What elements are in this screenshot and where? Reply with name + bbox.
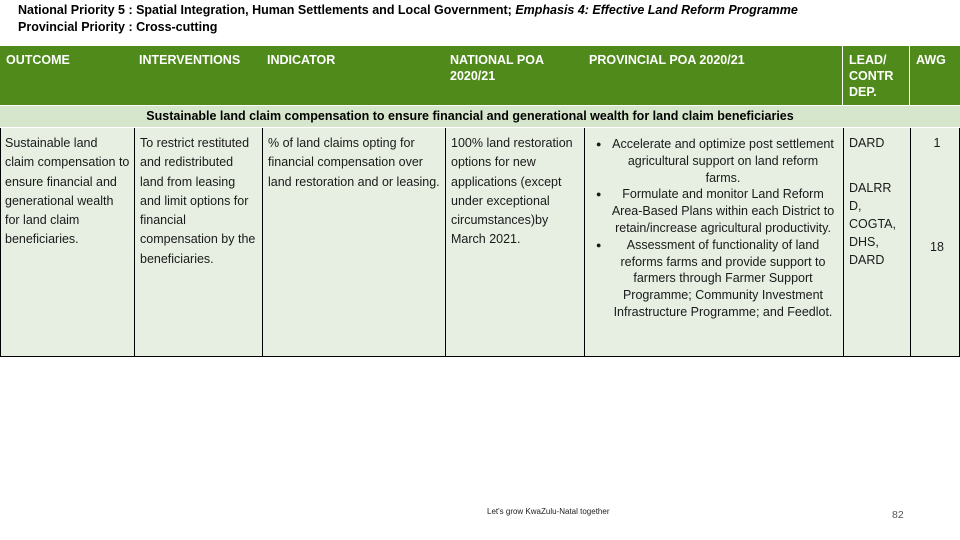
list-item: ● Accelerate and optimize post settlement agricultural support on land reform farms. [596,137,834,185]
section-title: Sustainable land claim compensation to ensure financial and generational wealth for land claim beneficiaries [146,109,794,123]
awg-value-1: 1 [933,136,941,150]
column-header-provincial-poa: PROVINCIAL POA 2020/21 [589,53,745,67]
poa-action-1: Accelerate and optimize post settlement agricultural support on land reform farms. [612,137,834,185]
slide-title-line-2: Provincial Priority : Cross-cutting [18,20,218,34]
table-header-row [0,46,960,105]
column-header-national-poa: NATIONAL POA 2020/21 [450,53,544,83]
provincial-poa-list [590,136,837,321]
column-header-outcome: OUTCOME [6,53,70,67]
cell-interventions: To restrict restituted and redistributed land from leasing and limit options for financial compensation by the beneficiaries. [134,128,262,357]
list-item: ● Formulate and monitor Land Reform Area-Based Plans within each District to retain/increase agricultural productivity. [596,187,835,235]
slide-title-line-1 [18,3,798,17]
column-header-awg: AWG [909,46,960,105]
table-row [0,128,960,357]
lead-department-2: DALRR D, COGTA, DHS, DARD [849,181,896,267]
emphasis-text: Emphasis 4: Effective Land Reform Programme [515,3,798,17]
cell-national-poa: 100% land restoration options for new applications (except under exceptional circumstances)by March 2021. [445,128,584,357]
column-header-interventions: INTERVENTIONS [139,53,241,67]
cell-indicator: % of land claims opting for financial compensation over land restoration and or leasing. [262,128,445,357]
national-priority-text: National Priority 5 : Spatial Integration, Human Settlements and Local Government; [18,3,516,17]
footer-slogan: Let's grow KwaZulu-Natal together [487,507,610,516]
cell-outcome: Sustainable land claim compensation to ensure financial and generational wealth for land claim beneficiaries. [5,136,130,247]
priority-table [0,46,960,357]
page-number: 82 [892,509,904,521]
poa-action-3: Assessment of functionality of land reforms farms and provide support to farmers through Farmer Support Programme; Community Investment Infrastructure Programme; and Feedlot. [613,237,833,319]
list-item: ● Assessment of functionality of land reforms farms and provide support to farmers through Farmer Support Programme; Community Investment Infrastructure Programme; and Feedlot. [596,237,833,319]
cell-awg [910,128,960,357]
awg-value-2: 18 [930,240,944,255]
poa-action-2: Formulate and monitor Land Reform Area-Based Plans within each District to retain/increase agricultural productivity. [611,187,835,235]
column-header-indicator: INDICATOR [267,53,336,67]
column-header-lead: LEAD/ CONTR DEP. [842,46,909,105]
cell-lead [843,128,910,357]
lead-department-1: DARD [849,136,885,150]
cell-provincial-poa [584,128,843,357]
section-band [0,105,960,127]
